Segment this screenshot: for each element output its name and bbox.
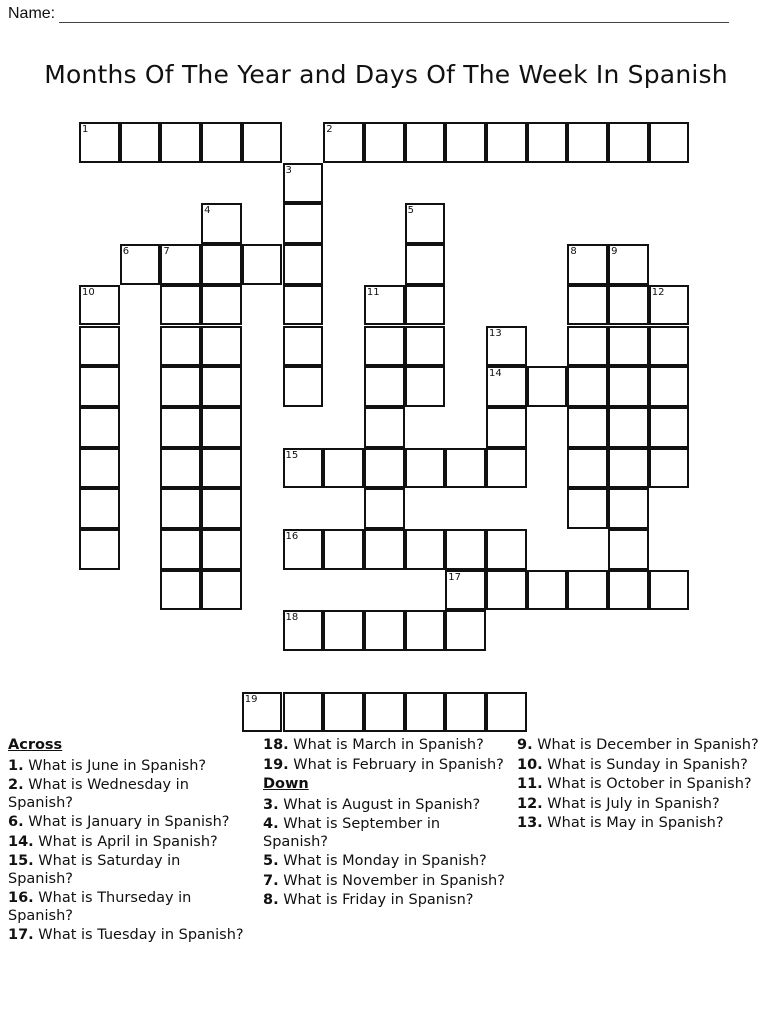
name-label: Name: (8, 5, 56, 22)
clue-across-6 (8, 814, 248, 832)
clue-down-8 (263, 892, 508, 910)
grid-cell[interactable] (567, 285, 608, 326)
clue-down-13 (517, 815, 767, 833)
grid-cell[interactable] (364, 529, 405, 570)
grid-cell[interactable] (445, 529, 486, 570)
clue-down-10 (517, 757, 767, 775)
clue-text: What is Saturday in Spanish? (8, 853, 181, 887)
clue-number: 16. (8, 890, 34, 906)
grid-cell[interactable] (405, 244, 446, 285)
grid-cell[interactable] (201, 122, 242, 163)
grid-cell[interactable] (201, 244, 242, 285)
clue-number: 12. (517, 795, 543, 812)
clue-number: 8. (263, 892, 279, 908)
clue-number-label: 4 (204, 205, 211, 217)
grid-cell[interactable] (283, 244, 324, 285)
grid-cell[interactable] (405, 285, 446, 326)
grid-cell[interactable] (567, 244, 608, 285)
grid-cell[interactable] (608, 366, 649, 407)
grid-cell[interactable] (283, 326, 324, 367)
clue-number: 2. (8, 777, 24, 793)
grid-cell[interactable] (160, 448, 201, 489)
grid-cell[interactable] (567, 122, 608, 163)
clues-column-2 (263, 737, 508, 912)
grid-cell[interactable] (649, 570, 690, 611)
grid-cell[interactable] (201, 570, 242, 611)
grid-cell[interactable] (405, 692, 446, 733)
grid-cell[interactable] (608, 448, 649, 489)
grid-cell[interactable] (567, 570, 608, 611)
grid-cell[interactable] (323, 692, 364, 733)
grid-cell[interactable] (608, 570, 649, 611)
grid-cell[interactable] (79, 529, 120, 570)
grid-cell[interactable] (364, 448, 405, 489)
grid-cell[interactable] (405, 326, 446, 367)
grid-cell[interactable] (567, 488, 608, 529)
clues-column-3 (517, 737, 767, 835)
grid-cell[interactable] (649, 407, 690, 448)
clue-down-5 (263, 853, 508, 871)
grid-cell[interactable] (364, 488, 405, 529)
grid-cell[interactable] (160, 285, 201, 326)
grid-cell[interactable] (79, 488, 120, 529)
clue-number: 10. (517, 756, 543, 773)
clue-across-17 (8, 927, 248, 945)
clue-number: 1. (8, 757, 24, 774)
grid-cell[interactable] (649, 326, 690, 367)
clue-down-3 (263, 797, 508, 815)
grid-cell[interactable] (160, 244, 201, 285)
grid-cell[interactable] (608, 122, 649, 163)
grid-cell[interactable] (649, 285, 690, 326)
grid-cell[interactable] (201, 285, 242, 326)
clue-text: What is December in Spanish? (537, 737, 759, 753)
grid-cell[interactable] (608, 407, 649, 448)
clue-number-label: 5 (407, 205, 414, 217)
grid-cell[interactable] (283, 529, 324, 570)
grid-cell[interactable] (364, 407, 405, 448)
grid-cell[interactable] (486, 692, 527, 733)
clue-across-19 (263, 757, 508, 775)
grid-cell[interactable] (364, 326, 405, 367)
clue-down-12 (517, 796, 767, 814)
clue-number-label: 12 (651, 286, 665, 298)
name-field[interactable] (8, 4, 729, 23)
grid-cell[interactable] (649, 122, 690, 163)
grid-cell[interactable] (405, 448, 446, 489)
grid-cell[interactable] (160, 529, 201, 570)
grid-cell[interactable] (283, 692, 324, 733)
clue-number-label: 11 (366, 286, 380, 298)
clue-text: What is July in Spanish? (547, 795, 720, 812)
clue-number: 17. (8, 927, 34, 943)
grid-cell[interactable] (364, 122, 405, 163)
grid-cell[interactable] (527, 122, 568, 163)
clue-number: 5. (263, 853, 279, 869)
grid-cell[interactable] (486, 529, 527, 570)
grid-cell[interactable] (445, 610, 486, 651)
grid-cell[interactable] (445, 570, 486, 611)
clue-down-9 (517, 737, 767, 755)
grid-cell[interactable] (283, 448, 324, 489)
clue-across-14 (8, 834, 248, 852)
grid-cell[interactable] (486, 448, 527, 489)
clue-number-label: 14 (489, 368, 502, 380)
clue-text: What is August in Spanish? (283, 796, 481, 813)
clue-text: What is September in Spanish? (263, 816, 441, 850)
grid-cell[interactable] (608, 326, 649, 367)
clue-text: What is Thurseday in Spanish? (8, 890, 192, 924)
grid-cell[interactable] (323, 448, 364, 489)
grid-cell[interactable] (649, 448, 690, 489)
clue-text: What is Monday in Spanish? (283, 853, 487, 869)
grid-cell[interactable] (608, 285, 649, 326)
clue-text: What is Friday in Spanisn? (283, 892, 474, 908)
clue-text: What is Wednesday in Spanish? (8, 777, 189, 811)
grid-cell[interactable] (405, 203, 446, 244)
grid-cell[interactable] (608, 244, 649, 285)
clue-text: What is October in Spanish? (547, 776, 752, 792)
clue-number-label: 9 (611, 246, 618, 258)
grid-cell[interactable] (486, 326, 527, 367)
grid-cell[interactable] (201, 407, 242, 448)
clue-number: 13. (517, 815, 543, 831)
clue-number-label: 1 (82, 124, 89, 135)
page-title: Months Of The Year and Days Of The Week In Spanish (44, 60, 728, 89)
grid-cell[interactable] (160, 488, 201, 529)
clue-number-label: 13 (489, 327, 502, 339)
grid-cell[interactable] (120, 244, 161, 285)
clue-number: 19. (263, 756, 289, 773)
clue-number: 4. (263, 816, 279, 832)
clue-text: What is June in Spanish? (28, 757, 207, 774)
grid-cell[interactable] (405, 122, 446, 163)
grid-cell[interactable] (527, 570, 568, 611)
clue-number: 7. (263, 872, 279, 889)
grid-cell[interactable] (405, 529, 446, 570)
grid-cell[interactable] (323, 529, 364, 570)
clue-number-label: 10 (82, 286, 95, 298)
grid-cell[interactable] (201, 529, 242, 570)
grid-cell[interactable] (486, 122, 527, 163)
grid-cell[interactable] (201, 203, 242, 244)
grid-cell[interactable] (201, 448, 242, 489)
grid-cell[interactable] (79, 448, 120, 489)
clue-number: 15. (8, 853, 34, 869)
clue-number-label: 2 (326, 124, 333, 135)
clue-number-label: 3 (285, 164, 292, 176)
grid-cell[interactable] (283, 163, 324, 204)
grid-cell[interactable] (79, 366, 120, 407)
clue-across-2 (8, 777, 248, 812)
grid-cell[interactable] (405, 610, 446, 651)
grid-cell[interactable] (567, 407, 608, 448)
clue-text: What is January in Spanish? (28, 814, 230, 830)
clue-number: 3. (263, 796, 279, 813)
clue-down-7 (263, 873, 508, 891)
grid-cell[interactable] (445, 448, 486, 489)
clue-number: 18. (263, 737, 289, 753)
clue-text: What is March in Spanish? (293, 737, 484, 753)
clue-number-label: 16 (285, 531, 299, 542)
grid-cell[interactable] (567, 366, 608, 407)
clue-number-label: 18 (285, 612, 299, 624)
grid-cell[interactable] (160, 366, 201, 407)
clue-across-18 (263, 737, 508, 755)
clue-across-1 (8, 758, 248, 776)
grid-cell[interactable] (242, 244, 283, 285)
grid-cell[interactable] (79, 407, 120, 448)
grid-cell[interactable] (567, 448, 608, 489)
clue-text: What is Tuesday in Spanish? (38, 927, 244, 943)
grid-cell[interactable] (445, 692, 486, 733)
grid-cell[interactable] (486, 570, 527, 611)
grid-cell[interactable] (364, 285, 405, 326)
grid-cell[interactable] (160, 122, 201, 163)
clue-number-label: 7 (163, 246, 170, 258)
grid-cell[interactable] (323, 122, 364, 163)
name-underline[interactable] (59, 4, 729, 23)
grid-cell[interactable] (79, 326, 120, 367)
clues-column-1 (8, 737, 248, 947)
down-heading: Down (263, 776, 309, 792)
clue-number: 11. (517, 776, 543, 792)
grid-cell[interactable] (364, 610, 405, 651)
grid-cell[interactable] (486, 366, 527, 407)
grid-cell[interactable] (486, 407, 527, 448)
grid-cell[interactable] (323, 610, 364, 651)
grid-cell[interactable] (201, 366, 242, 407)
clue-number-label: 15 (285, 449, 299, 461)
across-heading: Across (8, 737, 63, 753)
grid-cell[interactable] (79, 285, 120, 326)
grid-cell[interactable] (283, 610, 324, 651)
grid-cell[interactable] (445, 122, 486, 163)
clue-text: What is February in Spanish? (293, 756, 504, 773)
clue-number-label: 19 (244, 693, 258, 705)
clue-text: What is April in Spanish? (38, 833, 218, 850)
clue-number-label: 17 (448, 571, 462, 583)
clue-number: 6. (8, 814, 24, 830)
grid-cell[interactable] (649, 366, 690, 407)
grid-cell[interactable] (405, 366, 446, 407)
grid-cell[interactable] (160, 570, 201, 611)
clue-down-4 (263, 816, 508, 851)
grid-cell[interactable] (283, 366, 324, 407)
clue-text: What is May in Spanish? (547, 815, 724, 831)
clue-text: What is November in Spanish? (283, 872, 505, 889)
grid-cell[interactable] (160, 407, 201, 448)
grid-cell[interactable] (120, 122, 161, 163)
clue-down-11 (517, 776, 767, 794)
grid-cell[interactable] (242, 122, 283, 163)
grid-cell[interactable] (608, 488, 649, 529)
clue-text: What is Sunday in Spanish? (547, 756, 748, 773)
grid-cell[interactable] (242, 692, 283, 733)
grid-cell[interactable] (160, 326, 201, 367)
clue-number-label: 8 (570, 246, 577, 258)
grid-cell[interactable] (364, 366, 405, 407)
grid-cell[interactable] (364, 692, 405, 733)
crossword-grid (80, 123, 692, 735)
clue-across-15 (8, 853, 248, 888)
clue-number: 9. (517, 737, 533, 753)
grid-cell[interactable] (527, 366, 568, 407)
grid-cell[interactable] (608, 529, 649, 570)
clue-number: 14. (8, 833, 34, 850)
grid-cell[interactable] (201, 326, 242, 367)
grid-cell[interactable] (283, 203, 324, 244)
grid-cell[interactable] (79, 122, 120, 163)
clue-number-label: 6 (122, 246, 130, 258)
clue-across-16 (8, 890, 248, 925)
grid-cell[interactable] (283, 285, 324, 326)
grid-cell[interactable] (567, 326, 608, 367)
grid-cell[interactable] (201, 488, 242, 529)
